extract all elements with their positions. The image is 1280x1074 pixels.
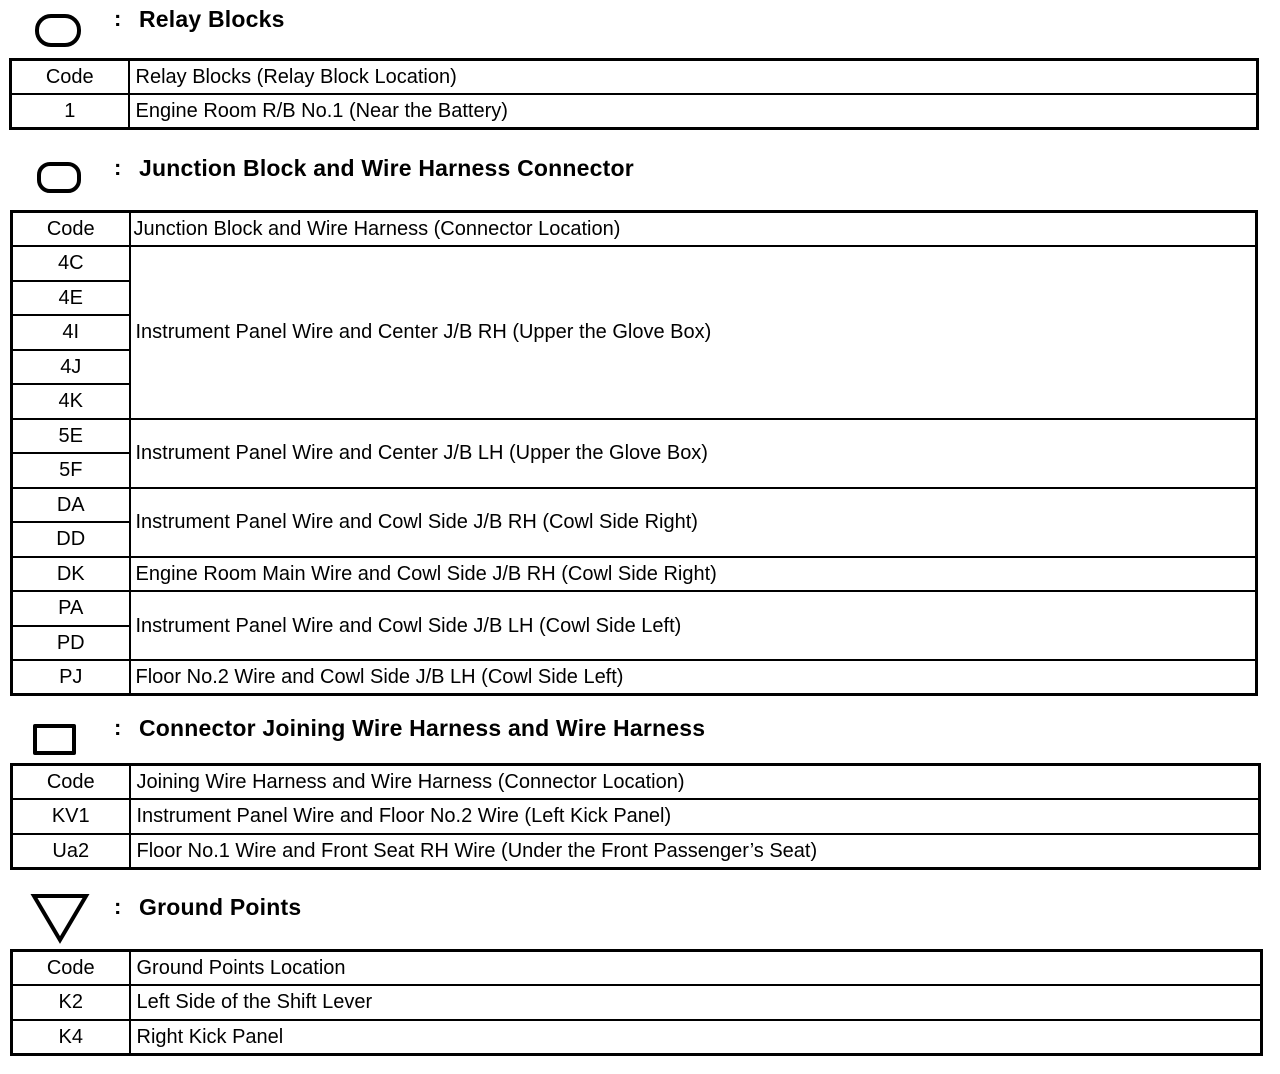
table-row xyxy=(12,985,1262,1020)
code-cell: DD xyxy=(12,522,130,557)
junction-blocks-table xyxy=(10,210,1258,696)
relay-blocks-table xyxy=(9,58,1259,130)
section-title: Connector Joining Wire Harness and Wire Harness xyxy=(139,715,706,741)
table-row xyxy=(12,799,1260,834)
code-cell: 4I xyxy=(12,315,130,350)
code-cell: 1 xyxy=(11,94,129,129)
code-header: Code xyxy=(12,765,130,800)
code-cell: 4J xyxy=(12,350,130,385)
desc-cell: Right Kick Panel xyxy=(130,1020,1262,1055)
code-cell: PJ xyxy=(12,660,130,695)
down-triangle-icon xyxy=(30,892,90,944)
connectors-heading xyxy=(0,713,1280,753)
code-cell: Ua2 xyxy=(12,834,130,869)
rounded-rectangle-icon xyxy=(35,14,81,47)
code-header: Code xyxy=(12,951,130,986)
desc-cell: Engine Room Main Wire and Cowl Side J/B RH (Cowl Side Right) xyxy=(130,557,1257,592)
code-cell: 4E xyxy=(12,281,130,316)
desc-cell: Floor No.1 Wire and Front Seat RH Wire (Under the Front Passenger’s Seat) xyxy=(130,834,1260,869)
desc-cell: Instrument Panel Wire and Center J/B RH (Upper the Glove Box) xyxy=(130,246,1257,419)
desc-cell: Instrument Panel Wire and Center J/B LH (Upper the Glove Box) xyxy=(130,419,1257,488)
desc-cell: Engine Room R/B No.1 (Near the Battery) xyxy=(129,94,1258,129)
rectangle-icon xyxy=(33,724,76,755)
table-header-row xyxy=(12,212,1257,247)
table-header-row xyxy=(11,60,1258,95)
desc-header: Ground Points Location xyxy=(130,951,1262,986)
relay-blocks-heading xyxy=(0,4,1280,44)
table-row xyxy=(12,419,1257,454)
code-cell: KV1 xyxy=(12,799,130,834)
code-cell: 5F xyxy=(12,453,130,488)
desc-cell: Instrument Panel Wire and Floor No.2 Wire (Left Kick Panel) xyxy=(130,799,1260,834)
table-header-row xyxy=(12,765,1260,800)
code-cell: 5E xyxy=(12,419,130,454)
code-header: Code xyxy=(11,60,129,95)
desc-cell: Left Side of the Shift Lever xyxy=(130,985,1262,1020)
table-row xyxy=(12,488,1257,523)
desc-header: Relay Blocks (Relay Block Location) xyxy=(129,60,1258,95)
table-row xyxy=(12,660,1257,695)
junction-blocks-heading xyxy=(0,153,1280,193)
desc-cell: Instrument Panel Wire and Cowl Side J/B RH (Cowl Side Right) xyxy=(130,488,1257,557)
ground-points-heading xyxy=(0,892,1280,932)
section-title: Relay Blocks xyxy=(139,6,285,32)
code-cell: PD xyxy=(12,626,130,661)
section-title: Ground Points xyxy=(139,894,302,920)
table-row xyxy=(12,591,1257,626)
code-cell: DK xyxy=(12,557,130,592)
table-row xyxy=(12,1020,1262,1055)
connectors-table xyxy=(10,763,1261,870)
table-row xyxy=(11,94,1258,129)
desc-cell: Floor No.2 Wire and Cowl Side J/B LH (Cowl Side Left) xyxy=(130,660,1257,695)
code-cell: K4 xyxy=(12,1020,130,1055)
code-cell: DA xyxy=(12,488,130,523)
table-row xyxy=(12,834,1260,869)
section-title: Junction Block and Wire Harness Connector xyxy=(139,155,634,181)
heading-colon: : xyxy=(114,155,122,180)
ground-points-table xyxy=(10,949,1263,1056)
table-header-row xyxy=(12,951,1262,986)
table-row xyxy=(12,557,1257,592)
code-cell: 4K xyxy=(12,384,130,419)
code-header: Code xyxy=(12,212,130,247)
desc-header: Junction Block and Wire Harness (Connector Location) xyxy=(130,212,1257,247)
desc-cell: Instrument Panel Wire and Cowl Side J/B LH (Cowl Side Left) xyxy=(130,591,1257,660)
heading-colon: : xyxy=(114,6,122,31)
code-cell: K2 xyxy=(12,985,130,1020)
heading-colon: : xyxy=(114,894,122,919)
code-cell: PA xyxy=(12,591,130,626)
desc-header: Joining Wire Harness and Wire Harness (Connector Location) xyxy=(130,765,1260,800)
oval-icon xyxy=(37,162,81,193)
table-row xyxy=(12,246,1257,281)
code-cell: 4C xyxy=(12,246,130,281)
heading-colon: : xyxy=(114,715,122,740)
